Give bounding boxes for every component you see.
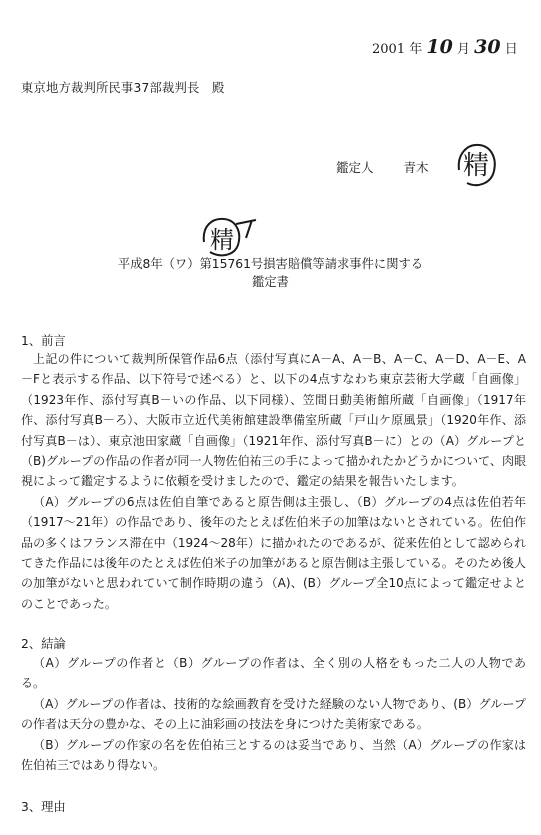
intro-paragraph-2: （A）グループの6点は佐伯自筆であると原告側は主張し、（B）グループの4点は佐伯若年（1917～21年）の作品であり、後年のたとえば佐伯米子の加筆はないとされている。佐伯作品の多くはフランス滞在中（1924～28年）に描かれたのであるが、従来佐伯として認められてきた作品には後年のたとえば佐伯米子の加筆があると原告側は主張している。そのため後人の加筆がないと思われていて制作時期の違う（A)、(B）グループ全10点によって鑑定せよとのことであった。 (21, 494, 526, 611)
date-day-unit: 日 (504, 42, 518, 57)
date-month-unit: 月 (456, 42, 470, 57)
section-body-intro (21, 349, 526, 614)
signer-role: 鑑定人 (336, 160, 374, 175)
document-title: 平成8年（ワ）第15761号損害賠償等請求事件に関する (117, 257, 424, 271)
date-year-unit: 年 (409, 42, 423, 57)
section-heading-intro: 1、前言 (21, 334, 66, 348)
document-subtitle: 鑑定書 (252, 275, 289, 289)
conclusion-paragraph-3: （B）グループの作家の名を佐伯祐三とするのは妥当であり、当然（A）グループの作家は佐伯祐三ではあり得ない。 (21, 737, 526, 773)
conclusion-paragraph-1: （A）グループの作者と（B）グループの作者は、全く別の人格をもった二人の人物である。 (21, 656, 526, 691)
date-month: 10 (426, 36, 453, 58)
seal-top-char: 精 (462, 151, 490, 181)
seal-stamp-top-graphic (453, 140, 499, 190)
signer-name: 青木 (403, 160, 429, 175)
seal-middle-char: 精 (210, 226, 234, 254)
date-year: 2001 (372, 42, 406, 57)
section-heading-reasons: 3、理由 (21, 800, 66, 814)
addressee: 東京地方裁判所民事37部裁判長 殿 (21, 81, 225, 95)
section-body-conclusion (21, 653, 526, 775)
section-heading-conclusion: 2、結論 (21, 637, 66, 651)
intro-paragraph-1: 上記の件について裁判所保管作品6点（添付写真にA－A、A－B、A－C、A－D、A－E、A－Fと表示する作品、以下符号で述べる）と、以下の4点すなわち東京芸術大学蔵「自画像」（1923年作、添付写真B－いの作品、以下同様）、笠間日動美術館所蔵「自画像」（1917年作、添付写真B－ろ）、大阪市立近代美術館建設準備室所蔵「戸山ケ原風景」（1920年作、添付写真B－は）、東京池田家蔵「自画像」（1921年作、添付写真B－に）との（A）グループと（B)グループの作品の作者が同一人物佐伯祐三の手によって描かれたかどうかについて、肉眼視によって鑑定するように依頼を受けましたので、鑑定の結果を報告いたします。 (21, 352, 526, 489)
signer (336, 158, 429, 176)
conclusion-paragraph-2: （A）グループの作者は、技術的な絵画教育を受けた経験のない人物であり、(B）グループの作者は天分の豊かな、その上に油彩画の技法を身につけた美術家である。 (21, 696, 526, 732)
seal-stamp-top (453, 140, 499, 194)
date-day: 30 (474, 36, 501, 58)
document-date (372, 36, 518, 58)
